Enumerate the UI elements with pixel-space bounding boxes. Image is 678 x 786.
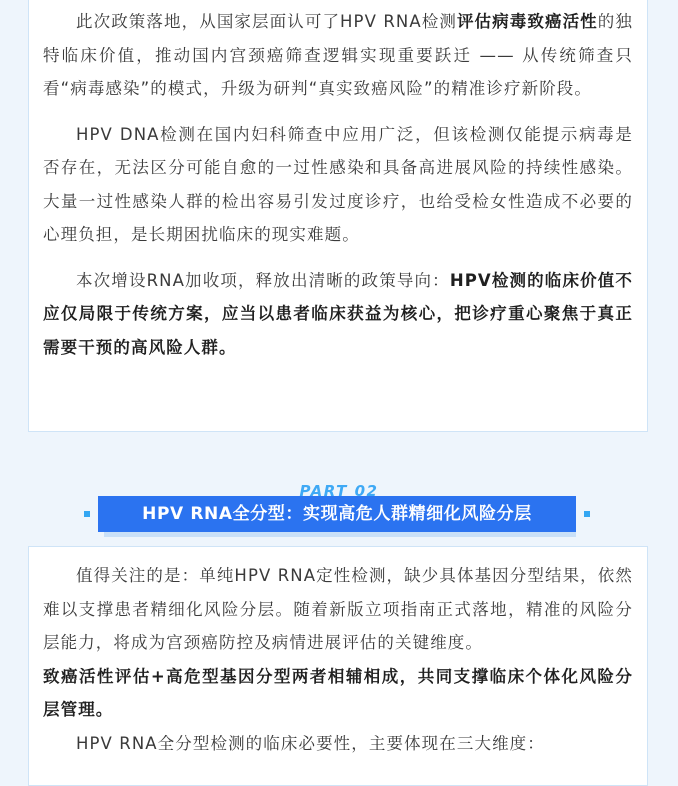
paragraph-genotyping-need: 值得关注的是：单纯HPV RNA定性检测，缺少具体基因分型结果，依然难以支撑患者精细化风险分层。随着新版立项指南正式落地，精准的风险分层能力，将成为宫颈癌防控及病情进展评估的关键维度。 xyxy=(43,566,633,652)
decorative-square-icon xyxy=(584,511,590,517)
section-header xyxy=(0,480,678,540)
paragraph-three-dimensions: HPV RNA全分型检测的临床必要性，主要体现在三大维度： xyxy=(76,733,545,753)
emphasis-text: 评估病毒致癌活性 xyxy=(456,12,598,31)
section-title: HPV RNA全分型：实现高危人群精细化风险分层 xyxy=(98,496,576,532)
paragraph-emphasis: 致癌活性评估+高危型基因分型两者相辅相成，共同支撑临床个体化风险分层管理。 xyxy=(43,666,633,719)
paragraph-text: 本次增设RNA加收项，释放出清晰的政策导向： xyxy=(76,270,450,290)
article-card-bottom xyxy=(28,546,648,786)
paragraph-policy-impact xyxy=(43,5,633,106)
paragraph-dna-limitations: HPV DNA检测在国内妇科筛查中应用广泛，但该检测仅能提示病毒是否存在，无法区分可能自愈的一过性感染和具备高进展风险的持续性感染。大量一过性感染人群的检出容易引发过度诊疗，也给受检女性造成不必要的心理负担，是长期困扰临床的现实难题。 xyxy=(43,124,633,244)
paragraph-text: 的独特临床价值，推动国内宫颈癌筛查逻辑实现重要跃迁 —— 从传统筛查只看“病毒感染”的模式，升级为研判“真实致癌风险”的精准诊疗新阶段。 xyxy=(43,12,633,98)
paragraph-policy-guidance xyxy=(43,264,633,365)
part-label: PART 02 xyxy=(299,482,379,500)
article-card-top xyxy=(28,0,648,432)
decorative-square-icon xyxy=(84,511,90,517)
paragraph-text: 此次政策落地，从国家层面认可了HPV RNA检测 xyxy=(76,12,457,31)
emphasis-text: HPV检测的临床价值不应仅局限于传统方案，应当以患者临床获益为核心，把诊疗重心聚焦于真正需要干预的高风险人群。 xyxy=(43,270,633,357)
